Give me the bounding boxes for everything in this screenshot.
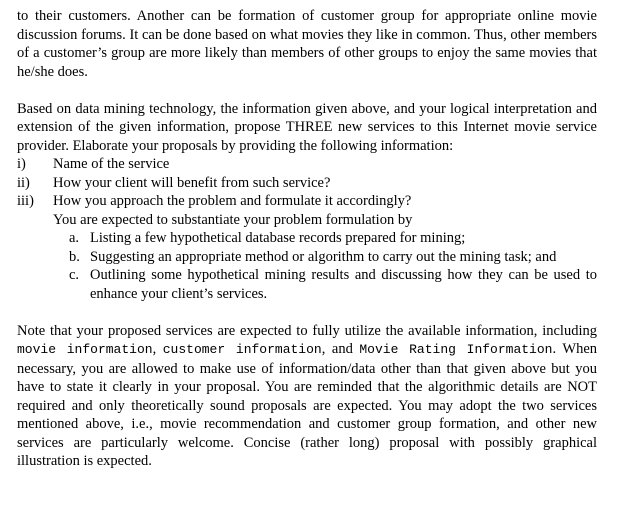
note-separator: , and <box>321 341 360 357</box>
list-marker: iii) <box>17 193 34 209</box>
list-item-text: Suggesting an appropriate method or algorithm to carry out the mining task; and <box>90 248 557 265</box>
list-item-text: How your client will benefit from such service? <box>53 174 331 191</box>
substantiation-intro: You are expected to substantiate your problem formulation by <box>53 211 413 228</box>
note-text-end: . When necessary, you are allowed to make use of information/data other than that given above but you have to state it clearly in your proposal. You are reminded that the algorithmic details are NOT required and only theoretically sound proposals are expected. You may adopt the two services mentioned above, i.e., movie recommendation and customer group formation, and other new services are particularly welcome. Concise (rather long) proposal with possibly graphical illustration is expected. <box>17 341 598 469</box>
list-marker: c. <box>69 267 80 283</box>
list-marker: b. <box>69 248 80 265</box>
paragraph-spacer <box>17 303 597 322</box>
movie-information-term: movie information <box>17 342 153 357</box>
note-text-start: Note that your proposed services are expected to fully utilize the available information, including <box>17 322 597 339</box>
list-item-text: Listing a few hypothetical database records prepared for mining; <box>90 230 466 246</box>
list-item <box>17 192 597 211</box>
movie-rating-information-term: Movie Rating Information <box>359 342 553 357</box>
list-item-text: How you approach the problem and formulate it accordingly? <box>53 193 412 209</box>
list-marker: i) <box>17 156 26 172</box>
list-item-text: Outlining some hypothetical mining results and discussing how they can be used to enhance your client’s services. <box>90 267 597 302</box>
paragraph-note <box>17 322 597 471</box>
document-page <box>17 7 597 471</box>
list-item <box>69 229 597 248</box>
paragraph-spacer <box>17 81 597 100</box>
list-marker: a. <box>69 230 80 246</box>
list-item <box>69 266 597 303</box>
required-information-list <box>17 155 597 211</box>
paragraph-task-description: Based on data mining technology, the information given above, and your logical interpretation and extension of the given information, propose THREE new services to this Internet movie service provider. Elaborate your proposals by providing the following information: <box>17 100 597 154</box>
list-item-text: Name of the service <box>53 156 170 172</box>
list-item <box>69 248 597 267</box>
paragraph-intro-continuation: to their customers. Another can be formation of customer group for appropriate online movie discussion forums. It can be done based on what movies they like in common. Thus, other members of a customer’s group are more likely than members of other groups to enjoy the same movies that he/she does. <box>17 8 597 80</box>
note-separator: , <box>152 341 163 357</box>
customer-information-term: customer information <box>162 342 322 357</box>
list-item <box>17 174 597 193</box>
list-marker: ii) <box>17 174 30 191</box>
substantiation-list <box>17 229 597 303</box>
list-item <box>17 155 597 174</box>
